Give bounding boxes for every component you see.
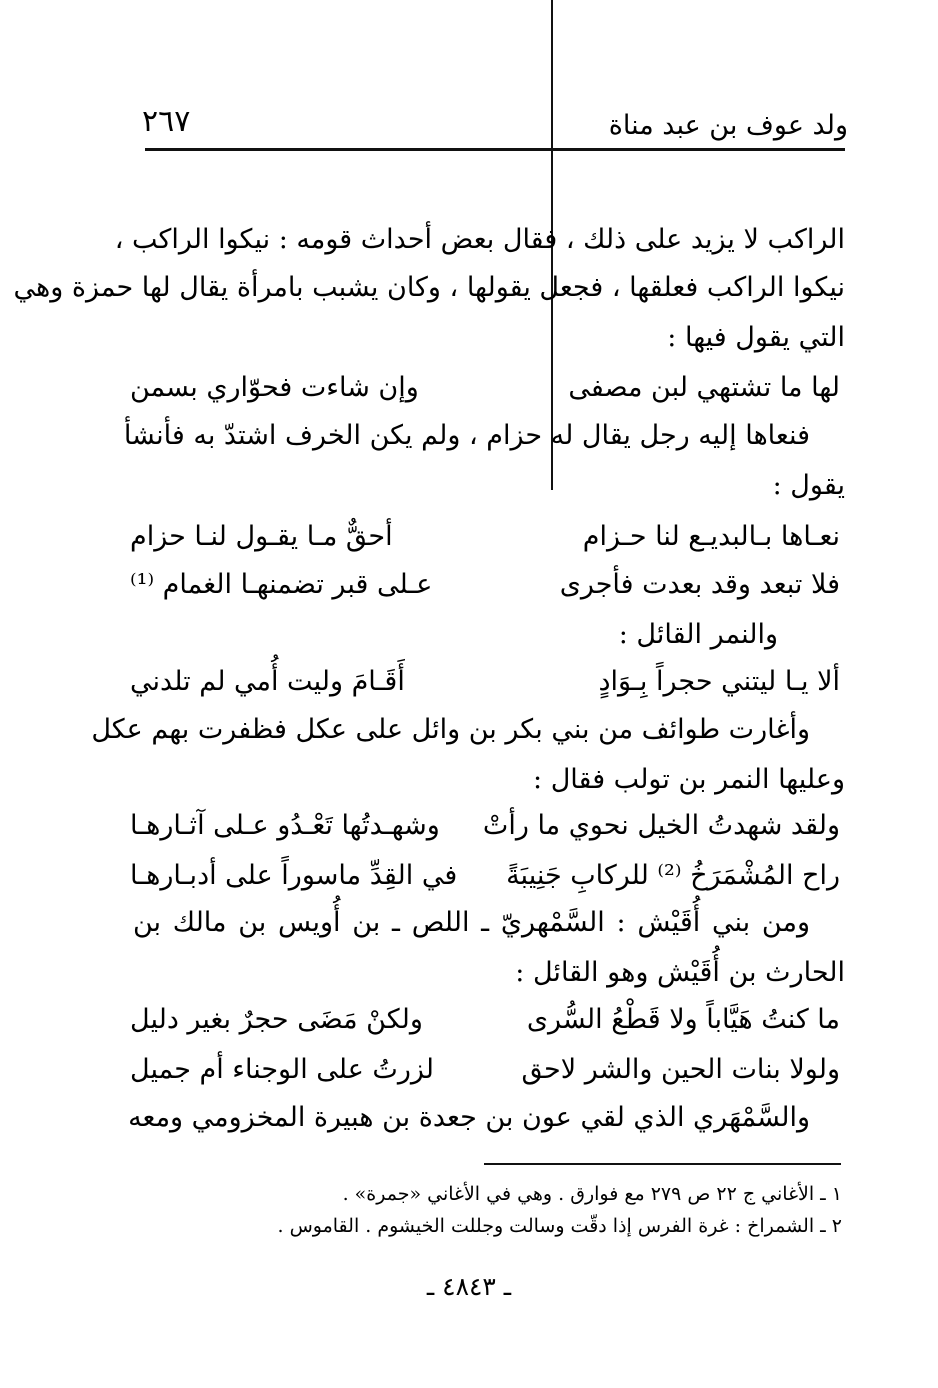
verse-line (130, 368, 840, 408)
footnote: ٢ ـ الشمراخ : غرة الفرس إذا دقّت وسالت وجللت الخيشوم . القاموس . (277, 1215, 842, 1237)
verse-first-hemistich: نعـاها بـالبديـع لنا حـزام (582, 521, 840, 552)
verse-line (130, 1050, 840, 1090)
verse-first-hemistich: ألا يـا ليتني حجراً بِـوَادٍ (598, 666, 840, 697)
prose-line: يقول : (772, 470, 845, 501)
verse-second-hemistich: ولكنْ مَضَى حجرٌ بغير دليل (130, 1004, 423, 1035)
verse-first-hemistich: راح المُشْمَرَخُ ⁽²⁾ للركابِ جَنِيبَةً (506, 860, 840, 891)
verse-second-hemistich: أَقَـامَ وليت أُمي لم تلدني (130, 666, 405, 697)
prose-line: وأغارت طوائف من بني بكر بن وائل على عكل فظفرت بهم عكل (91, 714, 810, 745)
footnote: ١ ـ الأغاني ج ٢٢ ص ٢٧٩ مع فوارق . وهي في الأغاني «جمرة» . (342, 1183, 842, 1205)
verse-line (130, 856, 840, 896)
verse-first-hemistich: ولولا بنات الحين والشر لاحق (521, 1054, 840, 1085)
verse-second-hemistich: وإن شاءت فحوّاري بسمن (130, 372, 419, 403)
header-divider (145, 148, 845, 151)
prose-line: والنمر القائل : (618, 619, 778, 650)
prose-line: الراكب لا يزيد على ذلك ، فقال بعض أحداث قومه : نيكوا الراكب ، (114, 224, 845, 255)
verse-second-hemistich: وشهـدتُها تَعْـدُو عـلى آثـارهـا (130, 810, 440, 841)
chapter-title: ولد عوف بن عبد مناة (608, 110, 848, 141)
verse-first-hemistich: ولقد شهدتُ الخيل نحوي ما رأتْ (482, 810, 840, 841)
running-header (118, 98, 848, 146)
prose-line: ومن بني أُقَيْش : السَّمْهريّ ـ اللص ـ بن أُويس بن مالك بن (133, 907, 810, 938)
folio-number: ـ ٤٨٤٣ ـ (426, 1272, 512, 1301)
footnote-divider (484, 1163, 841, 1165)
prose-line: نيكوا الراكب فعلقها ، فجعل يقولها ، وكان يشبب بامرأة يقال لها حمزة وهي (13, 272, 845, 303)
prose-line: الحارث بن أُقَيْش وهو القائل : (515, 957, 845, 988)
prose-line: وعليها النمر بن تولب فقال : (533, 764, 845, 795)
verse-first-hemistich: ما كنتُ هَيَّاباً ولا قَطْعُ السُّرى (526, 1004, 840, 1035)
verse-line (130, 806, 840, 846)
verse-second-hemistich: أحقٌّ مـا يقـول لنـا حزام (130, 521, 393, 552)
page-number: ٢٦٧ (142, 104, 191, 139)
verse-line (130, 565, 840, 605)
verse-line (130, 662, 840, 702)
prose-line: التي يقول فيها : (667, 322, 845, 353)
verse-second-hemistich: عـلى قبر تضمنهـا الغمام ⁽¹⁾ (130, 569, 433, 600)
verse-second-hemistich: في القِدِّ ماسوراً على أدبـارهـا (130, 860, 458, 891)
prose-line: والسَّمْهَري الذي لقي عون بن جعدة بن هبيرة المخزومي ومعه (128, 1102, 810, 1133)
verse-first-hemistich: فلا تبعد وقد بعدت فأجرى (559, 569, 840, 600)
verse-line (130, 517, 840, 557)
verse-line (130, 1000, 840, 1040)
verse-first-hemistich: لها ما تشتهي لبن مصفى (568, 372, 840, 403)
prose-line: فنعاها إليه رجل يقال له حزام ، ولم يكن الخرف اشتدّ به فأنشأ (123, 420, 810, 451)
verse-second-hemistich: لزرتُ على الوجناء أم جميل (130, 1054, 435, 1085)
